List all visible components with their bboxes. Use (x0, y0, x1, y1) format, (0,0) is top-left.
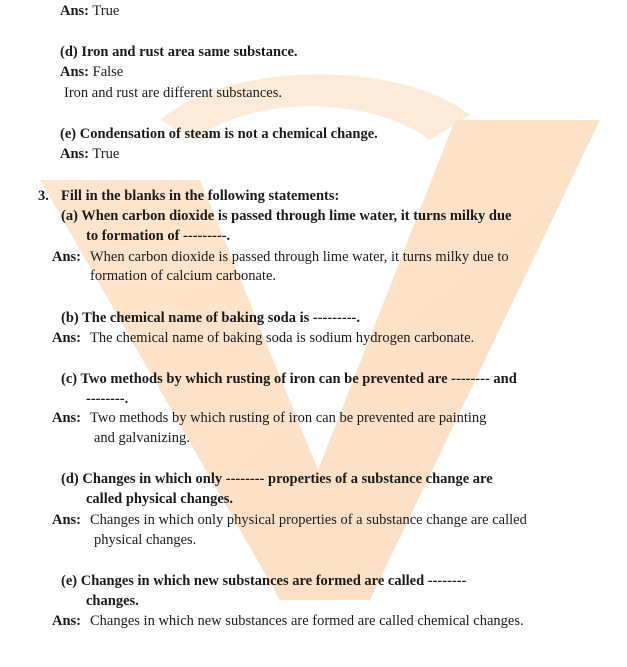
answer-label: Ans: (60, 146, 90, 162)
question-e-line2: changes. (86, 593, 139, 609)
answer-d-label: Ans: (52, 512, 82, 528)
d-prev-question: (d) Iron and rust area same substance. (60, 44, 298, 60)
question-b: (b) The chemical name of baking soda is ---------. (61, 310, 360, 326)
question-e-line1: (e) Changes in which new substances are formed are called -------- (61, 573, 467, 589)
question-d-line2: called physical changes. (86, 491, 234, 507)
section-number: 3. (38, 188, 49, 204)
answer-a-label: Ans: (52, 249, 82, 265)
question-c-line2: --------. (86, 391, 129, 407)
d-prev-answer-line (60, 63, 123, 83)
answer-c-line1: Two methods by which rusting of iron can be prevented are painting (90, 410, 487, 426)
answer-e-label: Ans: (52, 613, 82, 629)
e-prev-answer-line (60, 145, 119, 165)
answer-a-line1: When carbon dioxide is passed through lime water, it turns milky due to (90, 249, 509, 265)
answer-b: The chemical name of baking soda is sodium hydrogen carbonate. (90, 330, 475, 346)
answer-text: True (92, 3, 120, 19)
answer-d-line2: physical changes. (94, 532, 197, 548)
question-a-line1: (a) When carbon dioxide is passed through lime water, it turns milky due (61, 208, 512, 224)
e-prev-question: (e) Condensation of steam is not a chemical change. (60, 126, 378, 142)
answer-a-line2: formation of calcium carbonate. (90, 268, 277, 284)
answer-b-label: Ans: (52, 330, 82, 346)
question-c-line1: (c) Two methods by which rusting of iron can be prevented are -------- and (61, 371, 517, 387)
question-a-line2: to formation of ---------. (86, 228, 231, 244)
answer-c-line2: and galvanizing. (94, 430, 190, 446)
answer-d-line1: Changes in which only physical properties of a substance change are called (90, 512, 527, 528)
answer-label: Ans: (60, 64, 90, 80)
question-d-line1: (d) Changes in which only -------- properties of a substance change are (61, 471, 493, 487)
answer-text: False (92, 64, 124, 80)
answer-label: Ans: (60, 3, 90, 19)
section-heading: Fill in the blanks in the following statements: (61, 188, 340, 204)
answer-text: True (92, 146, 120, 162)
d-prev-explanation: Iron and rust are different substances. (64, 85, 282, 101)
c-prev-answer-line (60, 2, 119, 22)
answer-e: Changes in which new substances are formed are called chemical changes. (90, 613, 524, 629)
answer-c-label: Ans: (52, 410, 82, 426)
